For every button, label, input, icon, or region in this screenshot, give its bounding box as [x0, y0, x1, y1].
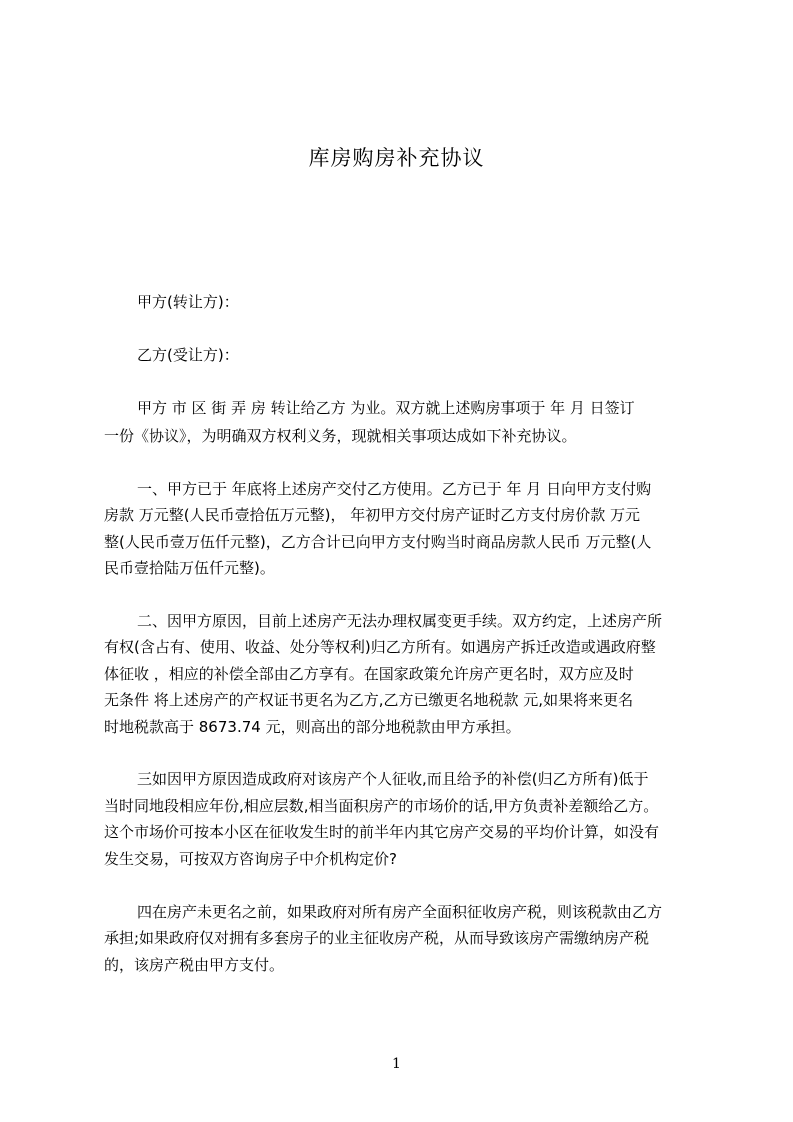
- clause-2-line: 体征收 ，相应的补偿全部由乙方享有。在国家政策允许房产更名时，双方应及时: [104, 665, 634, 683]
- clause-4-line: 的，该房产税由甲方支付。: [104, 956, 285, 974]
- page-number: 1: [392, 1056, 401, 1072]
- clause-1-line: 整(人民币壹万伍仟元整)，乙方合计已向甲方支付购当时商品房款人民币 万元整(人: [104, 533, 652, 551]
- intro-line: 一份《协议》，为明确双方权利义务，现就相关事项达成如下补充协议。: [104, 427, 577, 445]
- clause-3-line: 发生交易，可按双方咨询房子中介机构定价?: [104, 850, 397, 868]
- clause-1-line: 民币壹拾陆万伍仟元整)。: [104, 559, 275, 577]
- clause-3-line: 这个市场价可按本小区在征收发生时的前半年内其它房产交易的平均价计算，如没有: [104, 823, 660, 841]
- clause-2-line: 时地税款高于 8673.74 元，则高出的部分地税款由甲方承担。: [104, 718, 521, 736]
- clause-4-line: 承担;如果政府仅对拥有多套房子的业主征收房产税，从而导致该房产需缴纳房产税: [104, 929, 650, 947]
- clause-2-line: 无条件 将上述房产的产权证书更名为乙方,乙方已缴更名地税款 元,如果将来更名: [104, 691, 634, 709]
- intro-line: 甲方 市 区 街 弄 房 转让给乙方 为业。双方就上述购房事项于 年 月 日签订: [137, 399, 635, 417]
- party-a-line: 甲方(转让方)：: [137, 293, 239, 311]
- clause-2-line: 二、因甲方原因，目前上述房产无法办理权属变更手续。双方约定，上述房产所: [137, 612, 663, 630]
- clause-2-line: 有权(含占有、使用、收益、处分等权利)归乙方所有。如遇房产拆迁改造或遇政府整: [104, 638, 656, 656]
- clause-1-line: 房款 万元整(人民币壹拾伍万元整)， 年初甲方交付房产证时乙方支付房价款 万元: [104, 506, 641, 524]
- clause-4-line: 四在房产未更名之前，如果政府对所有房产全面积征收房产税，则该税款由乙方: [137, 903, 663, 921]
- clause-1-line: 一、甲方已于 年底将上述房产交付乙方使用。乙方已于 年 月 日向甲方支付购: [137, 480, 652, 498]
- document-title: 库房购房补充协议: [308, 146, 485, 170]
- clause-3-line: 当时同地段相应年份,相应层数,相当面积房产的市场价的话,甲方负责补差额给乙方。: [104, 797, 659, 815]
- party-b-line: 乙方(受让方)：: [137, 346, 239, 364]
- clause-3-line: 三如因甲方原因造成政府对该房产个人征收,而且给予的补偿(归乙方所有)低于: [137, 770, 649, 788]
